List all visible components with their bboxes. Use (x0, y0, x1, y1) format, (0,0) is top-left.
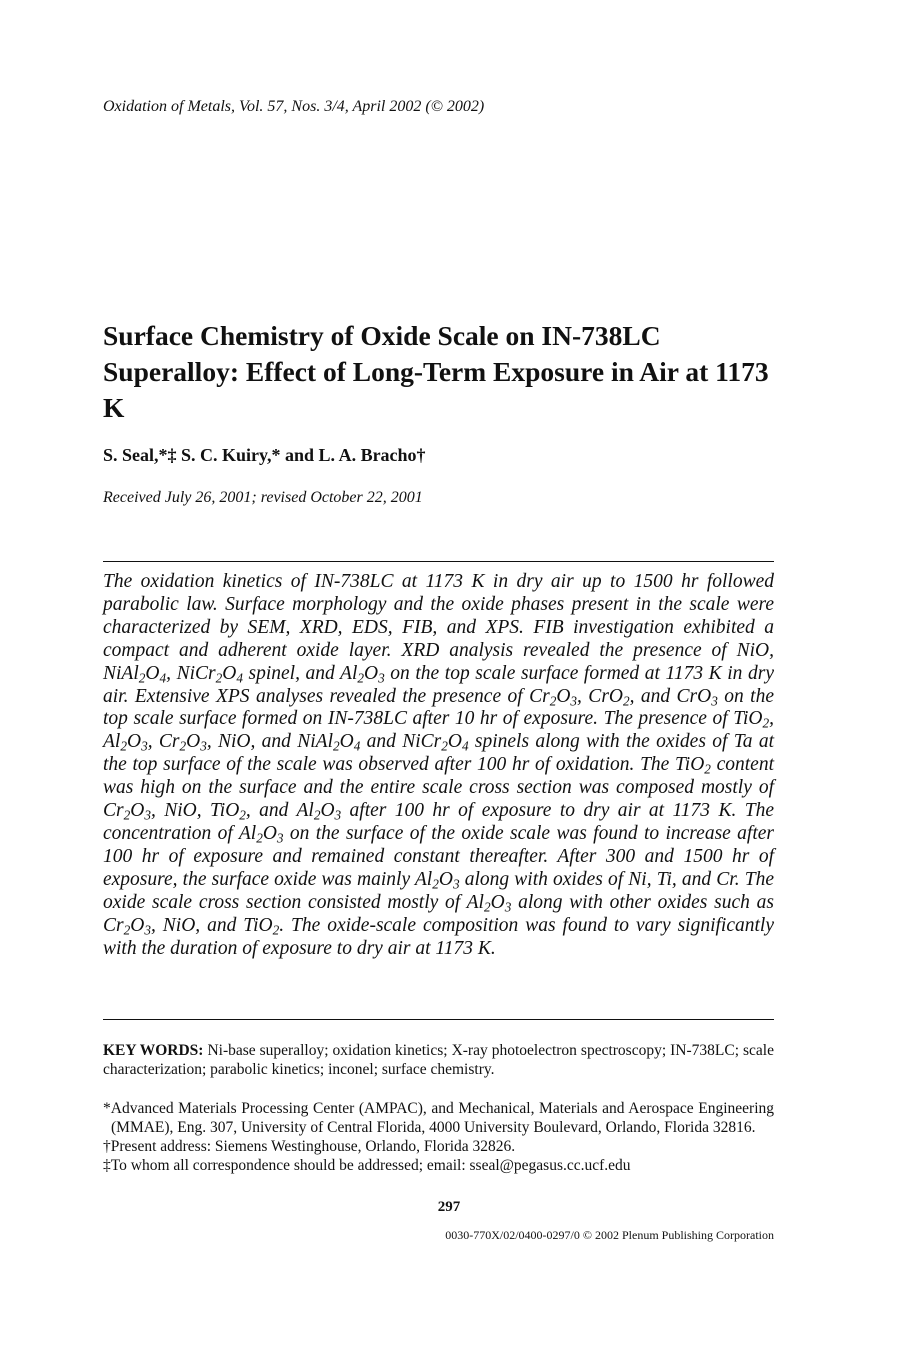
abstract-bottom-rule (103, 1019, 774, 1020)
page-number: 297 (437, 1199, 461, 1215)
copyright-line: 0030-770X/02/0400-0297/0 © 2002 Plenum Publishing Corporation (445, 1228, 774, 1242)
footnote-present-address: †Present address: Siemens Westinghouse, Orlando, Florida 32826. (103, 1138, 516, 1155)
footnotes (103, 1099, 774, 1175)
article-title: Surface Chemistry of Oxide Scale on IN-738LC Superalloy: Effect of Long-Term Exposure in Air at 1173 K (103, 320, 769, 423)
abstract-text: The oxidation kinetics of IN-738LC at 1173 K in dry air up to 1500 hr followed parabolic law. Surface morphology and the oxide phases present in the scale were characterized by SEM, XRD, EDS, FIB, and XPS. FIB investigation exhibited a compact and adherent oxide layer. XRD analysis revealed the presence of NiO, $NiAl_2O_4$, $NiCr_2O_4$ spinel, and $Al_2O_3$ on the top scale surface formed at 1173 K in dry air. Extensive XPS analyses revealed the presence of $Cr_2O_3$, CrO$_2$, and CrO$_3$ on the top scale surface formed on IN-738LC after 10 hr of exposure. The presence of TiO$_2$, $Al_2O_3$, $Cr_2O_3$, NiO, and $NiAl_2O_4$ and $NiCr_2O_4$ spinels along with the oxides of Ta at the top surface of the scale was observed after 100 hr of oxidation. The TiO$_2$ content was high on the surface and the entire scale cross section was composed mostly of $Cr_2O_3$, NiO, TiO$_2$, and $Al_2O_3$ after 100 hr of exposure to dry air at 1173 K. The concentration of $Al_2O_3$ on the surface of the oxide scale was found to increase after 100 hr of exposure and remained constant thereafter. After 300 and 1500 hr of exposure, the surface oxide was mainly $Al_2O_3$ along with oxides of Ni, Ti, and Cr. The oxide scale cross section consisted mostly of $Al_2O_3$ along with other oxides such as $Cr_2O_3$, NiO, and TiO$_2$. The oxide-scale composition was found to vary significantly with the duration of exposure to dry air at 1173 K. (103, 571, 775, 959)
journal-citation: Oxidation of Metals, Vol. 57, Nos. 3/4, April 2002 (© 2002) (103, 98, 485, 115)
abstract-top-rule (103, 561, 774, 562)
keywords-label: KEY WORDS: (103, 1042, 204, 1059)
footnote-affiliation: *Advanced Materials Processing Center (AMPAC), and Mechanical, Materials and Aerospace Engineering (MMAE), Eng. 307, University of Central Florida, 4000 University Boulevard, Orlando, Florida 32816. (103, 1100, 774, 1136)
keywords (103, 1041, 774, 1079)
footnote-correspondence: ‡To whom all correspondence should be addressed; email: sseal@pegasus.cc.ucf.edu (103, 1157, 631, 1174)
author-list: S. Seal,*‡ S. C. Kuiry,* and L. A. Bracho† (103, 445, 426, 465)
keywords-text: Ni-base superalloy; oxidation kinetics; X-ray photoelectron spectroscopy; IN-738LC; scale characterization; parabolic kinetics; inconel; surface chemistry. (103, 1042, 774, 1078)
received-dates: Received July 26, 2001; revised October 22, 2001 (103, 489, 423, 506)
